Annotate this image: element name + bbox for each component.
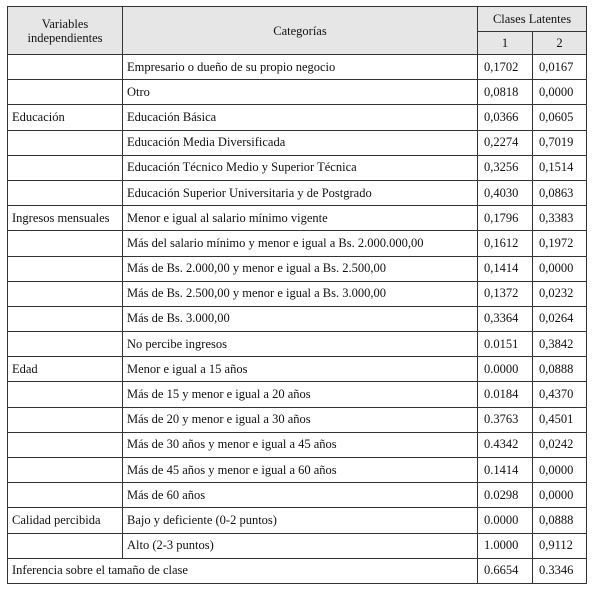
table-row	[8, 306, 587, 331]
row-variable	[8, 80, 123, 105]
row-variable	[8, 180, 123, 205]
row-class-1-value: 0,1372	[478, 281, 533, 306]
table-header	[8, 7, 587, 55]
row-category: No percibe ingresos	[123, 332, 478, 357]
row-class-1-value: 0.0000	[478, 508, 533, 533]
row-variable	[8, 332, 123, 357]
table-row	[8, 508, 587, 533]
footer-class-2-value: 0.3346	[533, 558, 587, 583]
row-category: Empresario o dueño de su propio negocio	[123, 55, 478, 80]
row-class-2-value: 0,0000	[533, 80, 587, 105]
table-body	[8, 55, 587, 559]
latent-class-table	[7, 6, 587, 584]
table-row	[8, 256, 587, 281]
row-class-1-value: 0,1702	[478, 55, 533, 80]
row-class-2-value: 0,1514	[533, 155, 587, 180]
table-footer	[8, 558, 587, 583]
row-category: Menor e igual al salario mínimo vigente	[123, 206, 478, 231]
row-class-1-value: 0,1414	[478, 256, 533, 281]
row-category: Más de 45 años y menor e igual a 60 años	[123, 458, 478, 483]
row-category: Más de 30 años y menor e igual a 45 años	[123, 432, 478, 457]
row-class-2-value: 0,0000	[533, 483, 587, 508]
row-class-2-value: 0,3383	[533, 206, 587, 231]
row-variable	[8, 533, 123, 558]
row-variable: Edad	[8, 357, 123, 382]
table-row	[8, 231, 587, 256]
row-class-1-value: 0,0366	[478, 105, 533, 130]
row-variable: Ingresos mensuales	[8, 206, 123, 231]
row-variable	[8, 256, 123, 281]
row-category: Más de 60 años	[123, 483, 478, 508]
row-class-1-value: 0,1612	[478, 231, 533, 256]
table-row	[8, 105, 587, 130]
row-class-1-value: 0,0818	[478, 80, 533, 105]
row-variable: Educación	[8, 105, 123, 130]
table-row	[8, 458, 587, 483]
row-class-2-value: 0,0000	[533, 256, 587, 281]
row-class-1-value: 0.0151	[478, 332, 533, 357]
row-class-1-value: 0.0000	[478, 357, 533, 382]
header-categories: Categorías	[123, 7, 478, 55]
row-class-2-value: 0,0863	[533, 180, 587, 205]
table-row	[8, 206, 587, 231]
row-variable	[8, 55, 123, 80]
row-class-2-value: 0,7019	[533, 130, 587, 155]
table-row	[8, 407, 587, 432]
row-class-2-value: 0,0242	[533, 432, 587, 457]
row-class-1-value: 0,1796	[478, 206, 533, 231]
row-variable	[8, 155, 123, 180]
row-class-2-value: 0,0264	[533, 306, 587, 331]
table-row	[8, 483, 587, 508]
table-row	[8, 432, 587, 457]
table-row	[8, 130, 587, 155]
row-class-1-value: 0.4342	[478, 432, 533, 457]
table-row	[8, 357, 587, 382]
row-class-2-value: 0,4501	[533, 407, 587, 432]
row-category: Más de Bs. 3.000,00	[123, 306, 478, 331]
row-class-1-value: 0.0298	[478, 483, 533, 508]
row-category: Educación Superior Universitaria y de Postgrado	[123, 180, 478, 205]
row-category: Educación Básica	[123, 105, 478, 130]
row-class-2-value: 0,4370	[533, 382, 587, 407]
row-category: Más de 15 y menor e igual a 20 años	[123, 382, 478, 407]
footer-label: Inferencia sobre el tamaño de clase	[8, 558, 478, 583]
row-variable	[8, 231, 123, 256]
row-class-1-value: 0,3256	[478, 155, 533, 180]
row-variable	[8, 281, 123, 306]
row-class-2-value: 0,0888	[533, 357, 587, 382]
row-category: Más de Bs. 2.000,00 y menor e igual a Bs. 2.500,00	[123, 256, 478, 281]
row-class-2-value: 0,1972	[533, 231, 587, 256]
row-class-2-value: 0,3842	[533, 332, 587, 357]
row-class-1-value: 0,2274	[478, 130, 533, 155]
row-category: Más de Bs. 2.500,00 y menor e igual a Bs. 3.000,00	[123, 281, 478, 306]
row-category: Menor e igual a 15 años	[123, 357, 478, 382]
footer-class-1-value: 0.6654	[478, 558, 533, 583]
table-row	[8, 533, 587, 558]
table-row	[8, 180, 587, 205]
row-class-2-value: 0,0888	[533, 508, 587, 533]
row-class-2-value: 0,0000	[533, 458, 587, 483]
row-class-1-value: 0,3364	[478, 306, 533, 331]
row-variable	[8, 382, 123, 407]
row-class-1-value: 1.0000	[478, 533, 533, 558]
row-variable	[8, 483, 123, 508]
row-category: Más del salario mínimo y menor e igual a Bs. 2.000.000,00	[123, 231, 478, 256]
row-class-2-value: 0,0167	[533, 55, 587, 80]
row-category: Educación Técnico Medio y Superior Técnica	[123, 155, 478, 180]
row-class-1-value: 0,4030	[478, 180, 533, 205]
row-variable	[8, 130, 123, 155]
row-class-2-value: 0,0232	[533, 281, 587, 306]
row-variable	[8, 407, 123, 432]
header-variables: Variables independientes	[8, 7, 123, 55]
row-variable	[8, 432, 123, 457]
header-class-2: 2	[533, 32, 587, 55]
table-row	[8, 80, 587, 105]
footer-row	[8, 558, 587, 583]
row-category: Alto (2-3 puntos)	[123, 533, 478, 558]
table-row	[8, 155, 587, 180]
row-class-1-value: 0.0184	[478, 382, 533, 407]
table-row	[8, 382, 587, 407]
row-category: Educación Media Diversificada	[123, 130, 478, 155]
row-class-2-value: 0,0605	[533, 105, 587, 130]
table-row	[8, 55, 587, 80]
header-latent-classes: Clases Latentes	[478, 7, 587, 32]
row-class-1-value: 0.3763	[478, 407, 533, 432]
row-class-2-value: 0,9112	[533, 533, 587, 558]
row-variable: Calidad percibida	[8, 508, 123, 533]
row-class-1-value: 0.1414	[478, 458, 533, 483]
table-row	[8, 281, 587, 306]
table-row	[8, 332, 587, 357]
row-category: Más de 20 y menor e igual a 30 años	[123, 407, 478, 432]
row-variable	[8, 458, 123, 483]
row-category: Otro	[123, 80, 478, 105]
header-class-1: 1	[478, 32, 533, 55]
row-category: Bajo y deficiente (0-2 puntos)	[123, 508, 478, 533]
row-variable	[8, 306, 123, 331]
